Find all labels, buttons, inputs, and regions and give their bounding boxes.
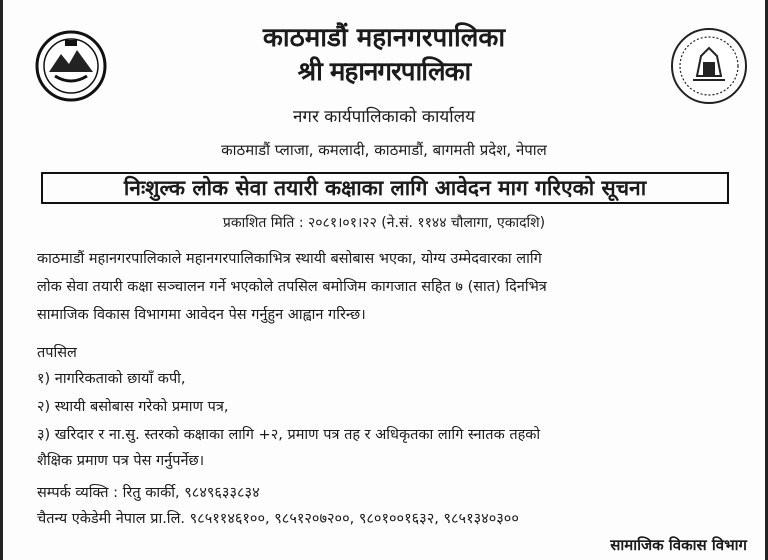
office-name: नगर कार्यपालिकाको कार्यालय xyxy=(292,107,476,127)
list-item: २) स्थायी बसोबास गरेको प्रमाण पत्र, xyxy=(37,399,229,415)
published-date: प्रकाशित मिति : २०८१।०१।२२ (ने.सं. ११४४ चौलागा, एकादशि) xyxy=(222,215,546,231)
metropolis-seal-icon xyxy=(669,26,749,106)
header-motto: श्री महानगरपालिका xyxy=(297,57,471,87)
list-item: ३) खरिदार र ना.सु. स्तरको कक्षाका लागि +२, प्रमाण पत्र तह र अधिकृतका लागि स्नातक तहको xyxy=(37,427,541,443)
institute-contact: चैतन्य एकेडेमी नेपाल प्रा.लि. ९८५११४६१००, ९८५१२०७२००, ९८०१००१६३२, ९८५१३४०३०० xyxy=(37,511,519,527)
office-address: काठमाडौं प्लाजा, कमलादी, काठमाडौं, बागमती प्रदेश, नेपाल xyxy=(221,141,547,159)
list-item: १) नागरिकताको छायाँ कपी, xyxy=(37,371,186,387)
list-heading: तपसिल xyxy=(37,345,77,361)
body-line: काठमाडौं महानगरपालिकाले महानगरपालिकाभित्र स्थायी बसोबास भएका, योग्य उम्मेदवारका लागि xyxy=(37,251,542,267)
body-line: लोक सेवा तयारी कक्षा सञ्चालन गर्ने भएकोले तपसिल बमोजिम कागजात सहित ७ (सात) दिनभित्र xyxy=(37,279,547,295)
issuing-department: सामाजिक विकास विभाग xyxy=(610,536,747,554)
notice-title: निःशुल्क लोक सेवा तयारी कक्षाका लागि आवेदन माग गरिएको सूचना xyxy=(123,176,647,200)
body-line: सामाजिक विकास विभागमा आवेदन पेस गर्नुहुन आह्वान गरिन्छ। xyxy=(37,307,366,323)
list-item-continued: शैक्षिक प्रमाण पत्र पेस गर्नुपर्नेछ। xyxy=(37,453,205,469)
contact-person: सम्पर्क व्यक्ति : रितु कार्की, ९८४९६३३८३४ xyxy=(37,485,260,501)
notice-title-box xyxy=(41,172,729,204)
organization-name: काठमाडौं महानगरपालिका xyxy=(262,23,506,53)
